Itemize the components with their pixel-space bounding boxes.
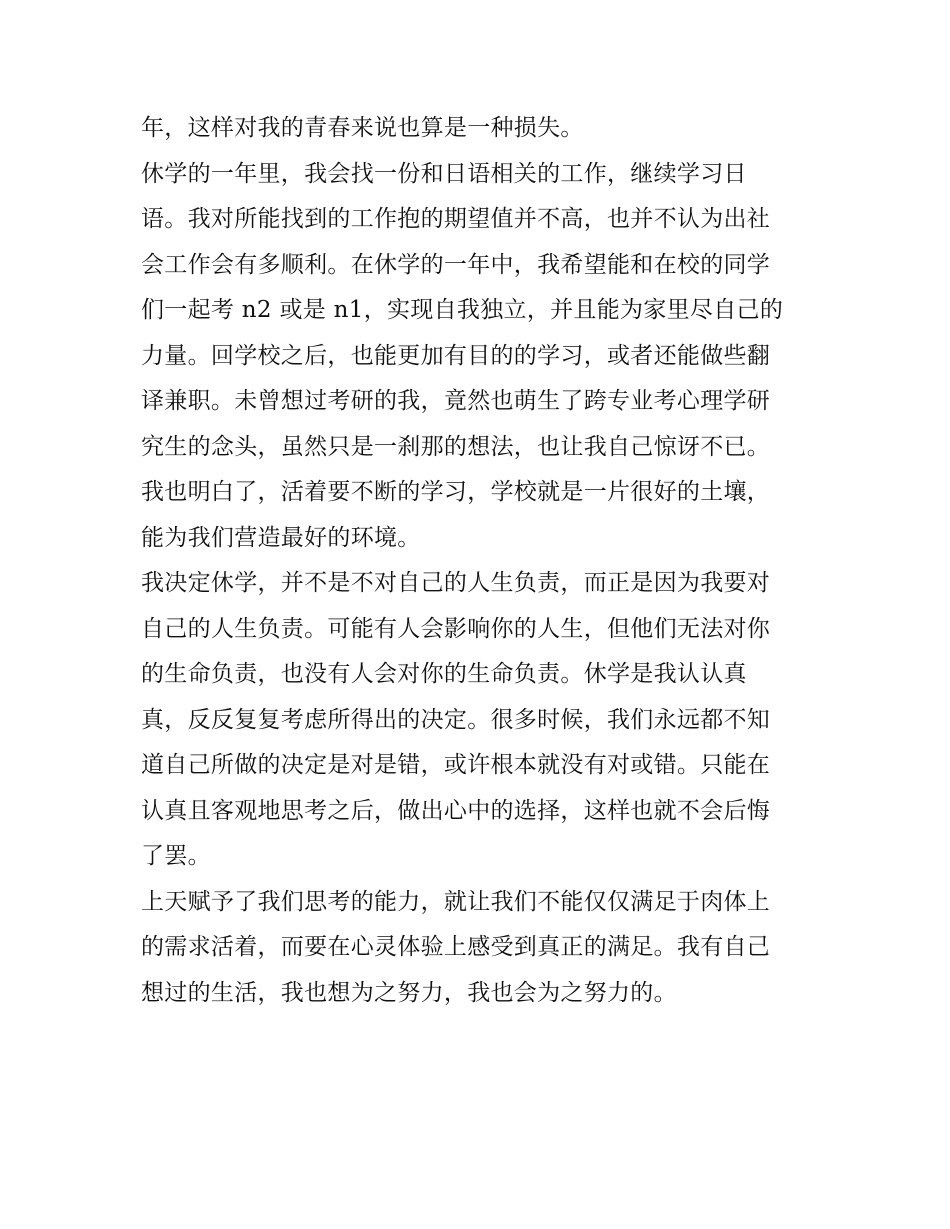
body-text xyxy=(141,106,821,1016)
text-line: 的需求活着，而要在心灵体验上感受到真正的满足。我有自己 xyxy=(141,934,771,960)
text-line: 会工作会有多顺利。在休学的一年中，我希望能和在校的同学 xyxy=(141,251,771,278)
text-line: 我决定休学，并不是不对自己的人生负责，而正是因为我要对 xyxy=(141,570,771,596)
text-line: 年，这样对我的青春来说也算是一种损失。 xyxy=(141,115,584,141)
text-line: 想过的生活，我也想为之努力，我也会为之努力的。 xyxy=(141,979,677,1006)
text-line: 了罢。 xyxy=(141,843,211,869)
text-line: 能为我们营造最好的环境。 xyxy=(141,524,421,551)
text-line: 认真且客观地思考之后，做出心中的选择，这样也就不会后悔 xyxy=(141,797,771,824)
text-line: 我也明白了，活着要不断的学习，学校就是一片很好的土壤， xyxy=(141,479,771,505)
text-line: 道自己所做的决定是对是错，或许根本就没有对或错。只能在 xyxy=(141,752,771,778)
text-line: 真，反反复复考虑所得出的决定。很多时候，我们永远都不知 xyxy=(141,706,771,733)
text-line: 语。我对所能找到的工作抱的期望值并不高，也并不认为出社 xyxy=(141,206,771,232)
text-line: 力量。回学校之后，也能更加有目的的学习，或者还能做些翻 xyxy=(141,342,771,369)
text-line: 们一起考 n2 或是 n1，实现自我独立，并且能为家里尽自己的 xyxy=(141,297,784,323)
text-line: 上天赋予了我们思考的能力，就让我们不能仅仅满足于肉体上 xyxy=(141,888,771,915)
text-line: 自己的人生负责。可能有人会影响你的人生，但他们无法对你 xyxy=(141,615,771,642)
text-line: 译兼职。未曾想过考研的我，竟然也萌生了跨专业考心理学研 xyxy=(141,388,771,414)
text-line: 究生的念头，虽然只是一刹那的想法，也让我自己惊讶不已。 xyxy=(141,433,771,460)
text-line: 的生命负责，也没有人会对你的生命负责。休学是我认认真 xyxy=(141,661,747,687)
text-line: 休学的一年里，我会找一份和日语相关的工作，继续学习日 xyxy=(141,160,747,187)
